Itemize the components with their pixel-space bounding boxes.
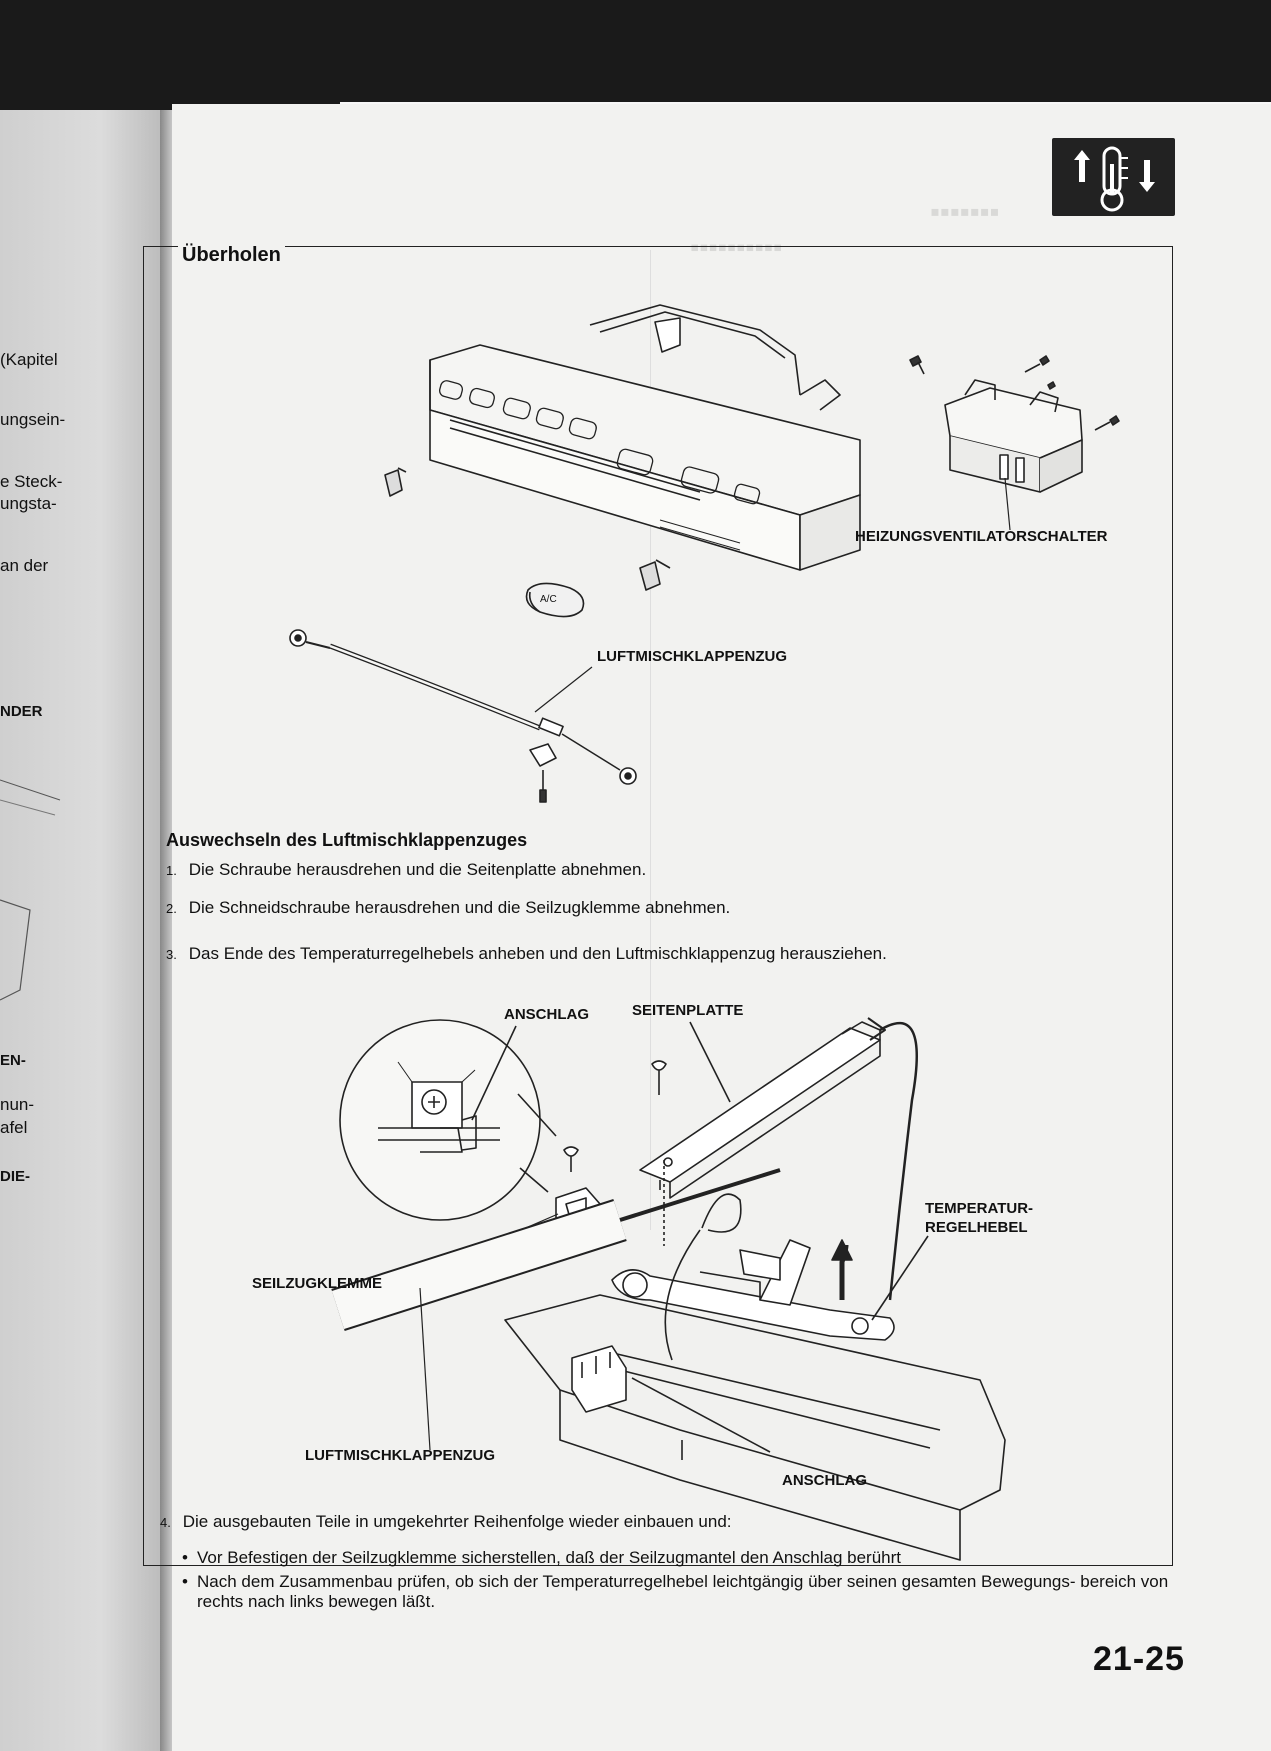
- section-title: Überholen: [178, 244, 285, 267]
- page-number: 21-25: [1093, 1640, 1185, 1678]
- stop-label-top: ANSCHLAG: [504, 1006, 589, 1023]
- ghost-text: ▪▪▪▪▪▪▪▪▪▪: [690, 232, 783, 262]
- step-text: Die Schraube herausdrehen und die Seitenplatte abnehmen.: [188, 860, 647, 879]
- ac-button-label: A/C: [540, 594, 557, 605]
- step-text: Die Schneidschraube herausdrehen und die Seilzugklemme abnehmen.: [188, 898, 731, 917]
- step-text: Die ausgebauten Teile in umgekehrter Reihenfolge wieder einbauen und:: [182, 1512, 732, 1531]
- step-number: 2.: [166, 901, 177, 916]
- bullet-item: • Vor Befestigen der Seilzugklemme sicherstellen, daß der Seilzugmantel den Anschlag berührt: [182, 1548, 1172, 1568]
- left-page-fragment: DIE-: [0, 1168, 30, 1185]
- step-item: [160, 1512, 732, 1532]
- left-page-fragment: NDER: [0, 703, 43, 720]
- air-mix-cable-label: LUFTMISCHKLAPPENZUG: [597, 648, 787, 665]
- left-page-fragment: EN-: [0, 1052, 26, 1069]
- side-plate-label: SEITENPLATTE: [632, 1002, 744, 1019]
- left-page-fragment: ungsta-: [0, 494, 57, 513]
- step-number: 3.: [166, 947, 177, 962]
- temp-lever-label-2: REGELHEBEL: [925, 1219, 1028, 1236]
- stop-label-bottom: ANSCHLAG: [782, 1472, 867, 1489]
- cable-clamp-label: SEILZUGKLEMME: [252, 1275, 382, 1292]
- left-page-fragment: (Kapitel: [0, 350, 58, 369]
- left-page-fragment: nun-: [0, 1095, 35, 1114]
- replacement-heading: Auswechseln des Luftmischklappenzuges: [166, 830, 528, 850]
- bullet-item: • Nach dem Zusammenbau prüfen, ob sich der Temperaturregelhebel leichtgängig über seinen gesamten Bewegungs- bereich von rechts nach links bewegen läßt.: [182, 1572, 1172, 1612]
- left-page-fragment: e Steck-: [0, 472, 63, 491]
- air-mix-cable-label-bottom: LUFTMISCHKLAPPENZUG: [305, 1447, 495, 1464]
- step-text: Das Ende des Temperaturregelhebels anheben und den Luftmischklappenzug herausziehen.: [188, 944, 887, 963]
- bullet-text: Vor Befestigen der Seilzugklemme sicherstellen, daß der Seilzugmantel den Anschlag berührt: [197, 1548, 901, 1567]
- ghost-text: ▪▪▪▪▪▪▪: [930, 196, 1000, 227]
- bullet-text: Nach dem Zusammenbau prüfen, ob sich der Temperaturregelhebel leichtgängig über seinen gesamten Bewegungs- bereich von rechts nach links bewegen läßt.: [197, 1572, 1169, 1611]
- left-page-fragment: an der: [0, 556, 49, 575]
- step-number: 4.: [160, 1515, 171, 1530]
- step-number: 1.: [166, 863, 177, 878]
- temp-lever-label-1: TEMPERATUR-: [925, 1200, 1034, 1217]
- fan-switch-label: HEIZUNGSVENTILATORSCHALTER: [855, 528, 1108, 545]
- left-page-fragment: ungsein-: [0, 410, 66, 429]
- left-page-fragment: afel: [0, 1118, 28, 1137]
